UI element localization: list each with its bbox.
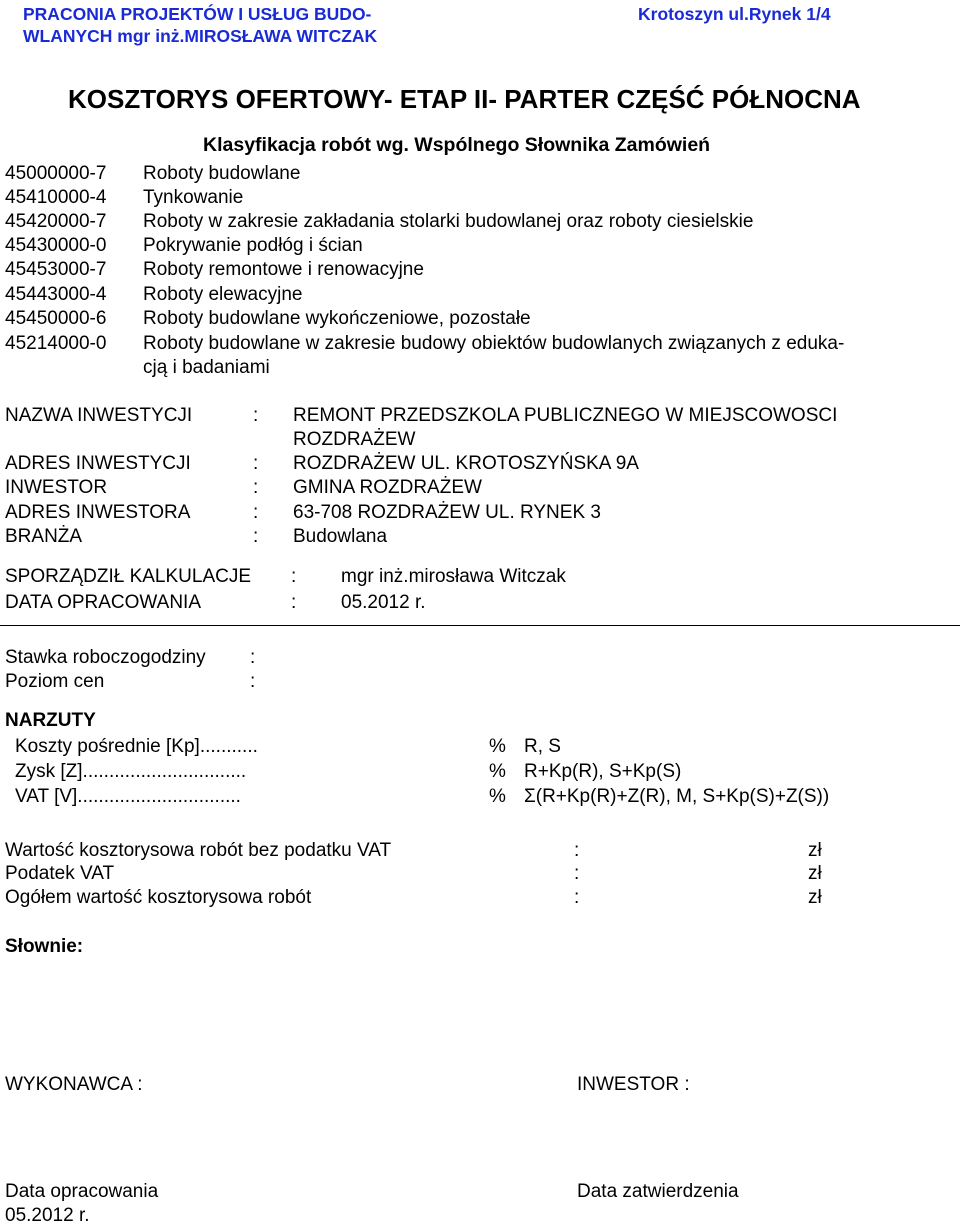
investment-name-label: NAZWA INWESTYCJI — [5, 405, 193, 426]
cpv-code: 45430000-0 — [5, 235, 107, 256]
date-value: 05.2012 r. — [341, 592, 426, 613]
hour-rate-label: Stawka roboczogodziny — [5, 647, 206, 668]
colon: : — [291, 592, 297, 613]
approval-date-label: Data zatwierdzenia — [577, 1181, 739, 1202]
cpv-name: Roboty remontowe i renowacyjne — [143, 259, 424, 280]
company-location: Krotoszyn ul.Rynek 1/4 — [638, 4, 831, 24]
colon: : — [253, 405, 259, 426]
markup-basis: R, S — [524, 736, 561, 757]
cpv-name: Roboty budowlane wykończeniowe, pozostałe — [143, 308, 531, 329]
colon: : — [253, 453, 259, 474]
price-level-label: Poziom cen — [5, 671, 105, 692]
cpv-code: 45443000-4 — [5, 284, 107, 305]
cpv-code: 45214000-0 — [5, 333, 107, 354]
prepared-date-value: 05.2012 r. — [5, 1205, 90, 1226]
cpv-name: Roboty elewacyjne — [143, 284, 303, 305]
investment-address-label: ADRES INWESTYCJI — [5, 453, 191, 474]
company-name-line1: PRACONIA PROJEKTÓW I USŁUG BUDO- — [23, 4, 372, 24]
cpv-code: 45450000-6 — [5, 308, 107, 329]
investor-address-value: 63-708 ROZDRAŻEW UL. RYNEK 3 — [293, 502, 601, 523]
investor-label: INWESTOR — [5, 477, 108, 498]
colon: : — [574, 840, 580, 861]
colon: : — [291, 566, 297, 587]
cpv-code: 45453000-7 — [5, 259, 107, 280]
investor-address-label: ADRES INWESTORA — [5, 502, 191, 523]
total-unit: zł — [808, 863, 822, 884]
date-label: DATA OPRACOWANIA — [5, 592, 202, 613]
colon: : — [574, 863, 580, 884]
total-unit: zł — [808, 840, 822, 861]
markup-basis: Σ(R+Kp(R)+Z(R), M, S+Kp(S)+Z(S)) — [524, 786, 830, 807]
markup-label: VAT [V]............................... — [15, 786, 241, 807]
cpv-name: Tynkowanie — [143, 187, 244, 208]
colon: : — [253, 502, 259, 523]
classification-heading: Klasyfikacja robót wg. Wspólnego Słownika Zamówień — [203, 134, 711, 156]
branch-label: BRANŻA — [5, 526, 83, 547]
colon: : — [250, 647, 256, 668]
colon: : — [574, 887, 580, 908]
divider — [0, 625, 960, 626]
cpv-name-continued: cją i badaniami — [143, 357, 270, 378]
cpv-name: Pokrywanie podłóg i ścian — [143, 235, 363, 256]
document-title: KOSZTORYS OFERTOWY- ETAP II- PARTER CZĘŚĆ PÓŁNOCNA — [68, 84, 861, 114]
total-label: Ogółem wartość kosztorysowa robót — [5, 887, 312, 908]
cpv-name: Roboty budowlane w zakresie budowy obiektów budowlanych związanych z eduka- — [143, 333, 845, 354]
markup-label: Zysk [Z]............................... — [15, 761, 247, 782]
markup-percent: % — [489, 736, 506, 757]
cpv-name: Roboty budowlane — [143, 163, 301, 184]
markup-label: Koszty pośrednie [Kp]........... — [15, 736, 258, 757]
company-name-line2: WLANYCH mgr inż.MIROSŁAWA WITCZAK — [23, 26, 378, 46]
investor-signature-label: INWESTOR : — [577, 1074, 690, 1095]
in-words-label: Słownie: — [5, 936, 84, 957]
colon: : — [250, 671, 256, 692]
investment-address-value: ROZDRAŻEW UL. KROTOSZYŃSKA 9A — [293, 453, 639, 474]
cpv-code: 45420000-7 — [5, 211, 107, 232]
markup-percent: % — [489, 761, 506, 782]
cpv-code: 45410000-4 — [5, 187, 107, 208]
markup-basis: R+Kp(R), S+Kp(S) — [524, 761, 682, 782]
total-label: Podatek VAT — [5, 863, 115, 884]
total-label: Wartość kosztorysowa robót bez podatku VAT — [5, 840, 392, 861]
contractor-label: WYKONAWCA : — [5, 1074, 143, 1095]
cpv-name: Roboty w zakresie zakładania stolarki budowlanej oraz roboty ciesielskie — [143, 211, 754, 232]
author-value: mgr inż.mirosława Witczak — [341, 566, 566, 587]
colon: : — [253, 526, 259, 547]
markup-percent: % — [489, 786, 506, 807]
cpv-code: 45000000-7 — [5, 163, 107, 184]
author-label: SPORZĄDZIŁ KALKULACJE — [5, 566, 252, 587]
investment-name-value-continued: ROZDRAŻEW — [293, 429, 416, 450]
colon: : — [253, 477, 259, 498]
branch-value: Budowlana — [293, 526, 388, 547]
markups-heading: NARZUTY — [5, 710, 96, 731]
total-unit: zł — [808, 887, 822, 908]
investor-value: GMINA ROZDRAŻEW — [293, 477, 482, 498]
prepared-date-label: Data opracowania — [5, 1181, 159, 1202]
investment-name-value: REMONT PRZEDSZKOLA PUBLICZNEGO W MIEJSCOWOSCI — [293, 405, 838, 426]
